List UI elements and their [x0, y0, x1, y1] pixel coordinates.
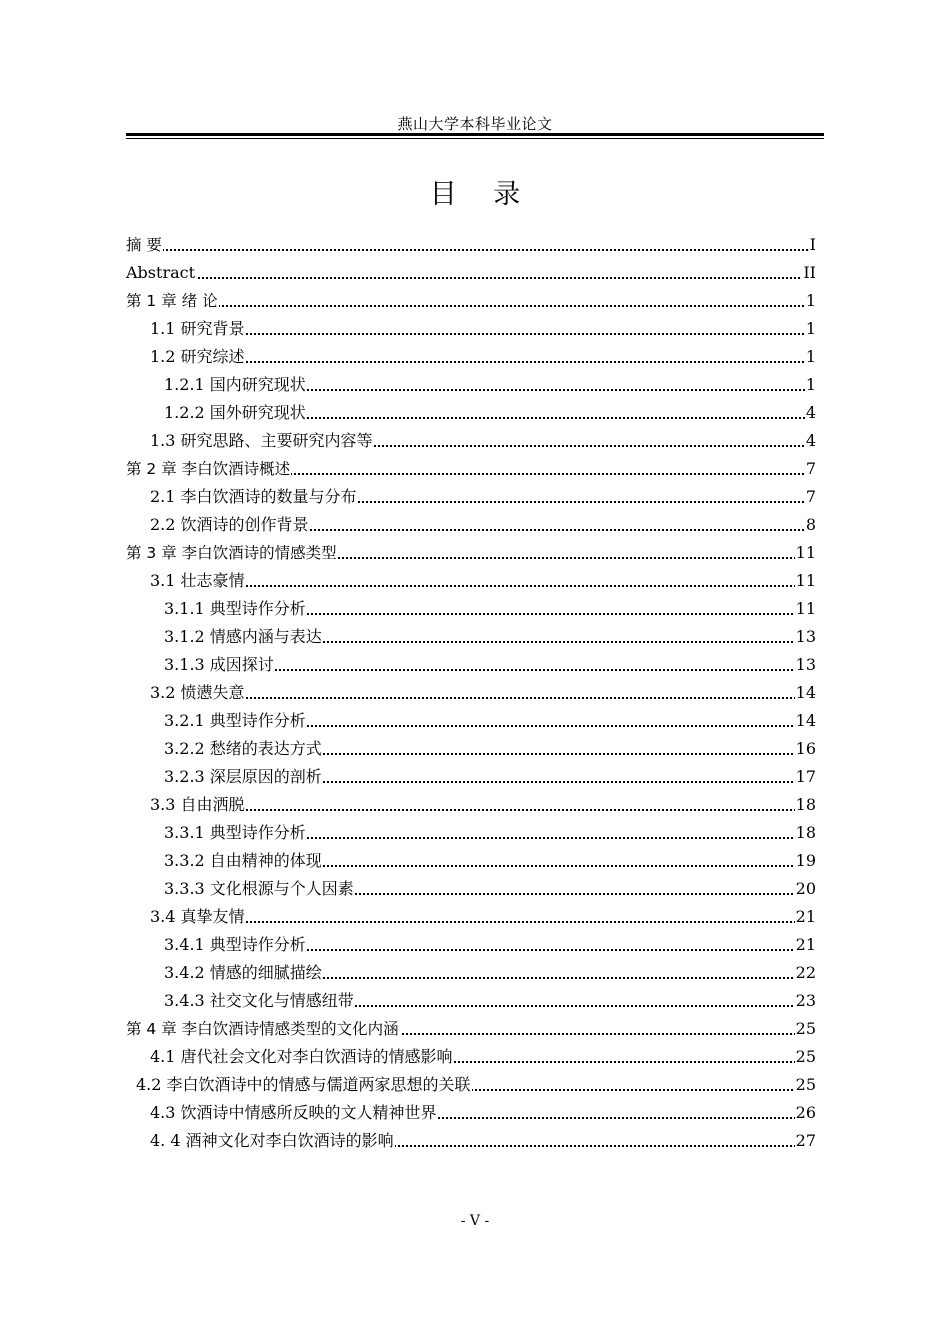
toc-entry[interactable] [150, 343, 816, 371]
toc-entry[interactable] [150, 483, 816, 511]
toc-entry-label: 3.4 真挚友情 [150, 903, 246, 931]
toc-entry[interactable] [126, 231, 816, 259]
toc-entry[interactable] [164, 931, 816, 959]
toc-entry-label: 3.1.2 情感内涵与表达 [164, 623, 323, 651]
toc-entry[interactable] [150, 679, 816, 707]
toc-entry[interactable] [126, 1015, 816, 1043]
toc-entry-page: 25 [795, 1071, 816, 1099]
toc-entry[interactable] [126, 287, 816, 315]
dot-leader [150, 921, 816, 923]
toc-entry-page: 19 [795, 847, 816, 875]
toc-entry-page: 4 [805, 427, 816, 455]
toc-entry-label: 1.3 研究思路、主要研究内容等 [150, 427, 374, 455]
toc-entry-page: 21 [795, 931, 816, 959]
toc-entry[interactable] [164, 399, 816, 427]
toc-title: 目 录 [429, 179, 535, 210]
toc-entry-label: 摘 要 [126, 231, 163, 259]
toc-entry[interactable] [164, 875, 816, 903]
dot-leader [150, 361, 816, 363]
toc-entry-page: 14 [795, 707, 816, 735]
toc-entry-label: 3.2.3 深层原因的剖析 [164, 763, 323, 791]
running-header: 燕山大学本科毕业论文 [397, 115, 553, 133]
toc-entry-page: 22 [795, 959, 816, 987]
toc-entry-label: 4.1 唐代社会文化对李白饮酒诗的情感影响 [150, 1043, 454, 1071]
toc-entry-page: 25 [795, 1015, 816, 1043]
dot-leader [126, 277, 816, 279]
toc-entry[interactable] [164, 987, 816, 1015]
toc-entry-page: 1 [805, 371, 816, 399]
toc-entry-label: 1.2 研究综述 [150, 343, 246, 371]
toc-entry-label: 3.1.1 典型诗作分析 [164, 595, 307, 623]
toc-entry[interactable] [150, 1043, 816, 1071]
toc-entry-page: 21 [795, 903, 816, 931]
toc-entry-label: 3.3.3 文化根源与个人因素 [164, 875, 355, 903]
toc-entry-label: 3.4.2 情感的细腻描绘 [164, 959, 323, 987]
toc-entry-label: 3.1 壮志豪情 [150, 567, 246, 595]
toc-entry-label: 第 3 章 李白饮酒诗的情感类型 [126, 539, 338, 567]
toc-entry-label: 3.3 自由洒脱 [150, 791, 246, 819]
dot-leader [126, 249, 816, 251]
toc-entry[interactable] [164, 735, 816, 763]
toc-entry[interactable] [150, 315, 816, 343]
toc-entry-page: 1 [805, 287, 816, 315]
table-of-contents [126, 231, 816, 1155]
toc-entry[interactable] [150, 427, 816, 455]
toc-entry-label: 3.3.2 自由精神的体现 [164, 847, 323, 875]
toc-entry[interactable] [164, 371, 816, 399]
dot-leader [150, 585, 816, 587]
toc-entry[interactable] [164, 595, 816, 623]
toc-entry-label: 3.2.1 典型诗作分析 [164, 707, 307, 735]
toc-entry-page: 23 [795, 987, 816, 1015]
toc-entry-page: 18 [795, 791, 816, 819]
toc-entry-page: 17 [795, 763, 816, 791]
toc-entry[interactable] [164, 847, 816, 875]
toc-entry-page: 1 [805, 315, 816, 343]
toc-entry-label: 2.2 饮酒诗的创作背景 [150, 511, 310, 539]
toc-entry-label: 第 1 章 绪 论 [126, 287, 219, 315]
header-rule-thick [126, 133, 824, 136]
toc-entry-page: 13 [795, 651, 816, 679]
toc-entry[interactable] [164, 819, 816, 847]
dot-leader [150, 809, 816, 811]
toc-entry-label: 2.1 李白饮酒诗的数量与分布 [150, 483, 358, 511]
toc-entry-label: 3.2 愤懑失意 [150, 679, 246, 707]
toc-entry-page: I [809, 231, 816, 259]
dot-leader [150, 333, 816, 335]
toc-entry[interactable] [164, 707, 816, 735]
toc-entry-page: 13 [795, 623, 816, 651]
toc-entry-page: 20 [795, 875, 816, 903]
dot-leader [126, 305, 816, 307]
toc-entry[interactable] [164, 763, 816, 791]
header-rule-thin [126, 138, 824, 139]
toc-entry[interactable] [136, 1071, 816, 1099]
toc-entry-page: 11 [795, 595, 816, 623]
toc-entry-page: 11 [795, 567, 816, 595]
toc-entry-label: 3.1.3 成因探讨 [164, 651, 275, 679]
toc-entry[interactable] [150, 567, 816, 595]
toc-entry-label: 1.2.2 国外研究现状 [164, 399, 307, 427]
toc-entry[interactable] [150, 511, 816, 539]
toc-entry-page: 1 [805, 343, 816, 371]
toc-entry-label: 3.4.1 典型诗作分析 [164, 931, 307, 959]
page-number: - V - [460, 1213, 490, 1229]
toc-entry-page: II [802, 259, 816, 287]
toc-entry-page: 16 [795, 735, 816, 763]
toc-entry[interactable] [150, 791, 816, 819]
toc-entry-label: 1.2.1 国内研究现状 [164, 371, 307, 399]
toc-entry-label: 第 4 章 李白饮酒诗情感类型的文化内涵 [126, 1015, 400, 1043]
toc-entry-label: 3.4.3 社交文化与情感纽带 [164, 987, 355, 1015]
toc-entry[interactable] [126, 539, 816, 567]
toc-entry-page: 26 [795, 1099, 816, 1127]
toc-entry[interactable] [164, 623, 816, 651]
toc-entry[interactable] [150, 1127, 816, 1155]
toc-entry-label: Abstract [126, 259, 196, 287]
toc-entry[interactable] [164, 651, 816, 679]
toc-entry-label: 第 2 章 李白饮酒诗概述 [126, 455, 291, 483]
toc-entry-page: 14 [795, 679, 816, 707]
toc-entry-page: 7 [805, 483, 816, 511]
toc-entry-label: 3.2.2 愁绪的表达方式 [164, 735, 323, 763]
toc-entry-label: 3.3.1 典型诗作分析 [164, 819, 307, 847]
toc-entry-page: 7 [805, 455, 816, 483]
dot-leader [150, 697, 816, 699]
toc-entry-label: 4. 4 酒神文化对李白饮酒诗的影响 [150, 1127, 395, 1155]
toc-entry[interactable] [126, 259, 816, 287]
toc-entry-label: 1.1 研究背景 [150, 315, 246, 343]
toc-entry-page: 8 [805, 511, 816, 539]
toc-entry-label: 4.3 饮酒诗中情感所反映的文人精神世界 [150, 1099, 438, 1127]
toc-entry[interactable] [126, 455, 816, 483]
toc-entry[interactable] [164, 959, 816, 987]
toc-entry-page: 25 [795, 1043, 816, 1071]
toc-entry-label: 4.2 李白饮酒诗中的情感与儒道两家思想的关联 [136, 1071, 472, 1099]
toc-entry-page: 11 [795, 539, 816, 567]
toc-entry-page: 4 [805, 399, 816, 427]
toc-entry[interactable] [150, 903, 816, 931]
toc-entry-page: 27 [795, 1127, 816, 1155]
toc-entry-page: 18 [795, 819, 816, 847]
toc-entry[interactable] [150, 1099, 816, 1127]
